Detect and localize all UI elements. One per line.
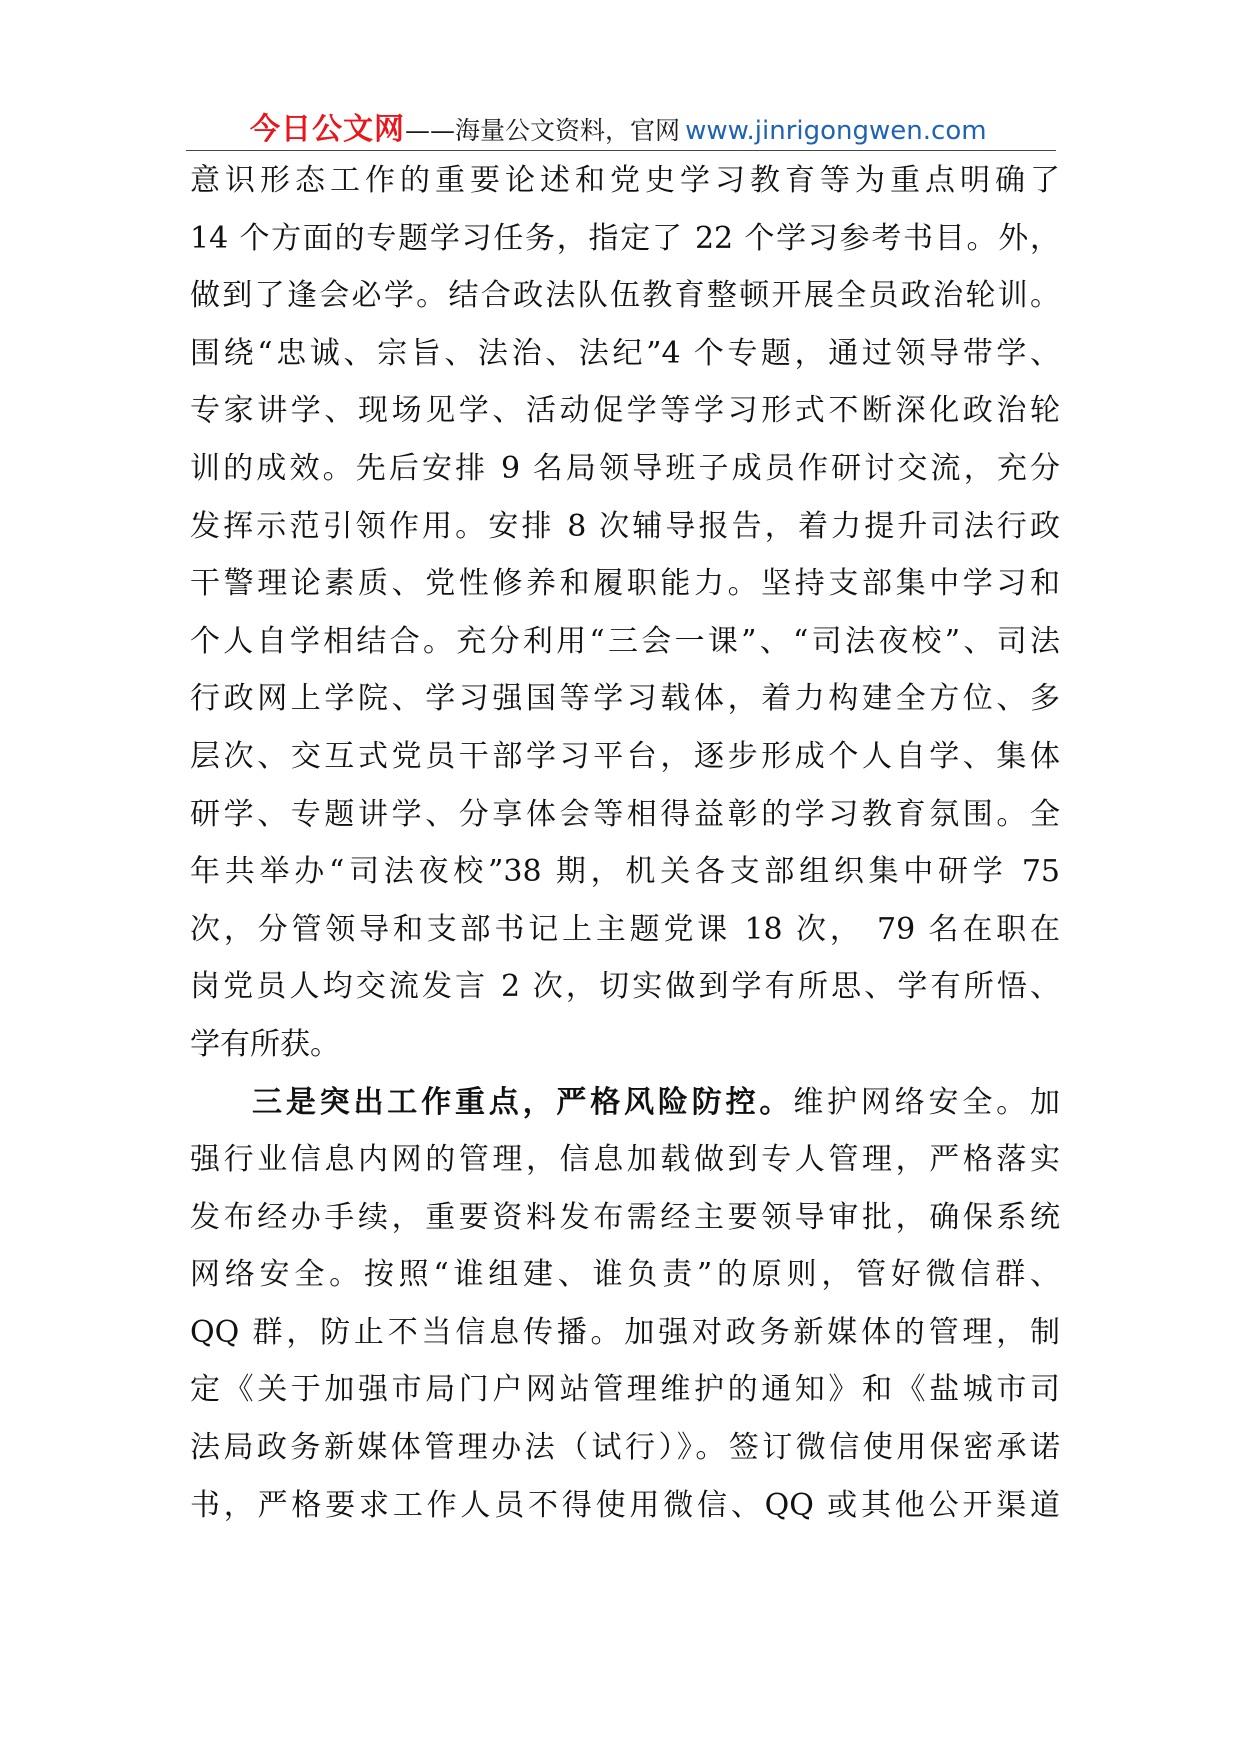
site-url-link[interactable]: www.jinrigongwen.com (685, 116, 987, 146)
section-first-line (190, 1074, 1060, 1132)
paragraph-line: 14 个方面的专题学习任务，指定了 22 个学习参考书目。外， (190, 220, 1060, 256)
paragraph-line: 行政网上学院、学习强国等学习载体，着力构建全方位、多 (190, 681, 1060, 717)
paragraph-line: 岗党员人均交流发言 2 次，切实做到学有所思、学有所悟、 (190, 969, 1060, 1005)
paragraph-line: 做到了逢会必学。结合政法队伍教育整顿开展全员政治轮训。 (190, 278, 1060, 314)
site-brand: 今日公文网 (250, 112, 405, 147)
paragraph-line: 干警理论素质、党性修养和履职能力。坚持支部集中学习和 (190, 566, 1060, 602)
paragraph-line: QQ 群，防止不当信息传播。加强对政务新媒体的管理，制 (190, 1314, 1060, 1350)
paragraph-line: 意识形态工作的重要论述和党史学习教育等为重点明确了 (190, 163, 1060, 198)
paragraph-line: 训的成效。先后安排 9 名局领导班子成员作研讨交流，充分 (190, 450, 1060, 486)
section-heading: 三是突出工作重点，严格风险防控。 (252, 1084, 794, 1120)
paragraph-line: 层次、交互式党员干部学习平台，逐步形成个人自学、集体 (190, 738, 1060, 774)
paragraph-line: 法局政务新媒体管理办法（试行）》。签订微信使用保密承诺 (190, 1430, 1060, 1466)
paragraph-line: 书，严格要求工作人员不得使用微信、QQ 或其他公开渠道 (190, 1487, 1060, 1523)
paragraph-line: 个人自学相结合。充分利用“三会一课”、“司法夜校”、司法 (190, 623, 1060, 659)
section-first-line-text: 维护网络安全。加 (793, 1084, 1061, 1120)
page-header (186, 104, 1056, 148)
document-body (190, 152, 1060, 1534)
paragraph-line: 年共举办“司法夜校”38 期，机关各支部组织集中研学 75 (190, 854, 1060, 890)
paragraph-line: 发挥示范引领作用。安排 8 次辅导报告，着力提升司法行政 (190, 508, 1060, 544)
paragraph-line: 定《关于加强市局门户网站管理维护的通知》和《盐城市司 (190, 1372, 1060, 1408)
paragraph-line: 强行业信息内网的管理，信息加载做到专人管理，严格落实 (190, 1142, 1060, 1178)
header-divider (186, 150, 1056, 151)
site-tagline: ——海量公文资料，官网 (405, 116, 681, 145)
paragraph-line: 次，分管领导和支部书记上主题党课 18 次， 79 名在职在 (190, 911, 1060, 947)
paragraph-line: 网络安全。按照“谁组建、谁负责”的原则，管好微信群、 (190, 1257, 1060, 1293)
paragraph-line: 发布经办手续，重要资料发布需经主要领导审批，确保系统 (190, 1199, 1060, 1235)
paragraph-line: 研学、专题讲学、分享体会等相得益彰的学习教育氛围。全 (190, 796, 1060, 832)
paragraph-line: 专家讲学、现场见学、活动促学等学习形式不断深化政治轮 (190, 393, 1060, 429)
paragraph-line: 学有所获。 (190, 1026, 340, 1062)
paragraph-line: 围绕“忠诚、宗旨、法治、法纪”4 个专题，通过领导带学、 (190, 335, 1060, 371)
